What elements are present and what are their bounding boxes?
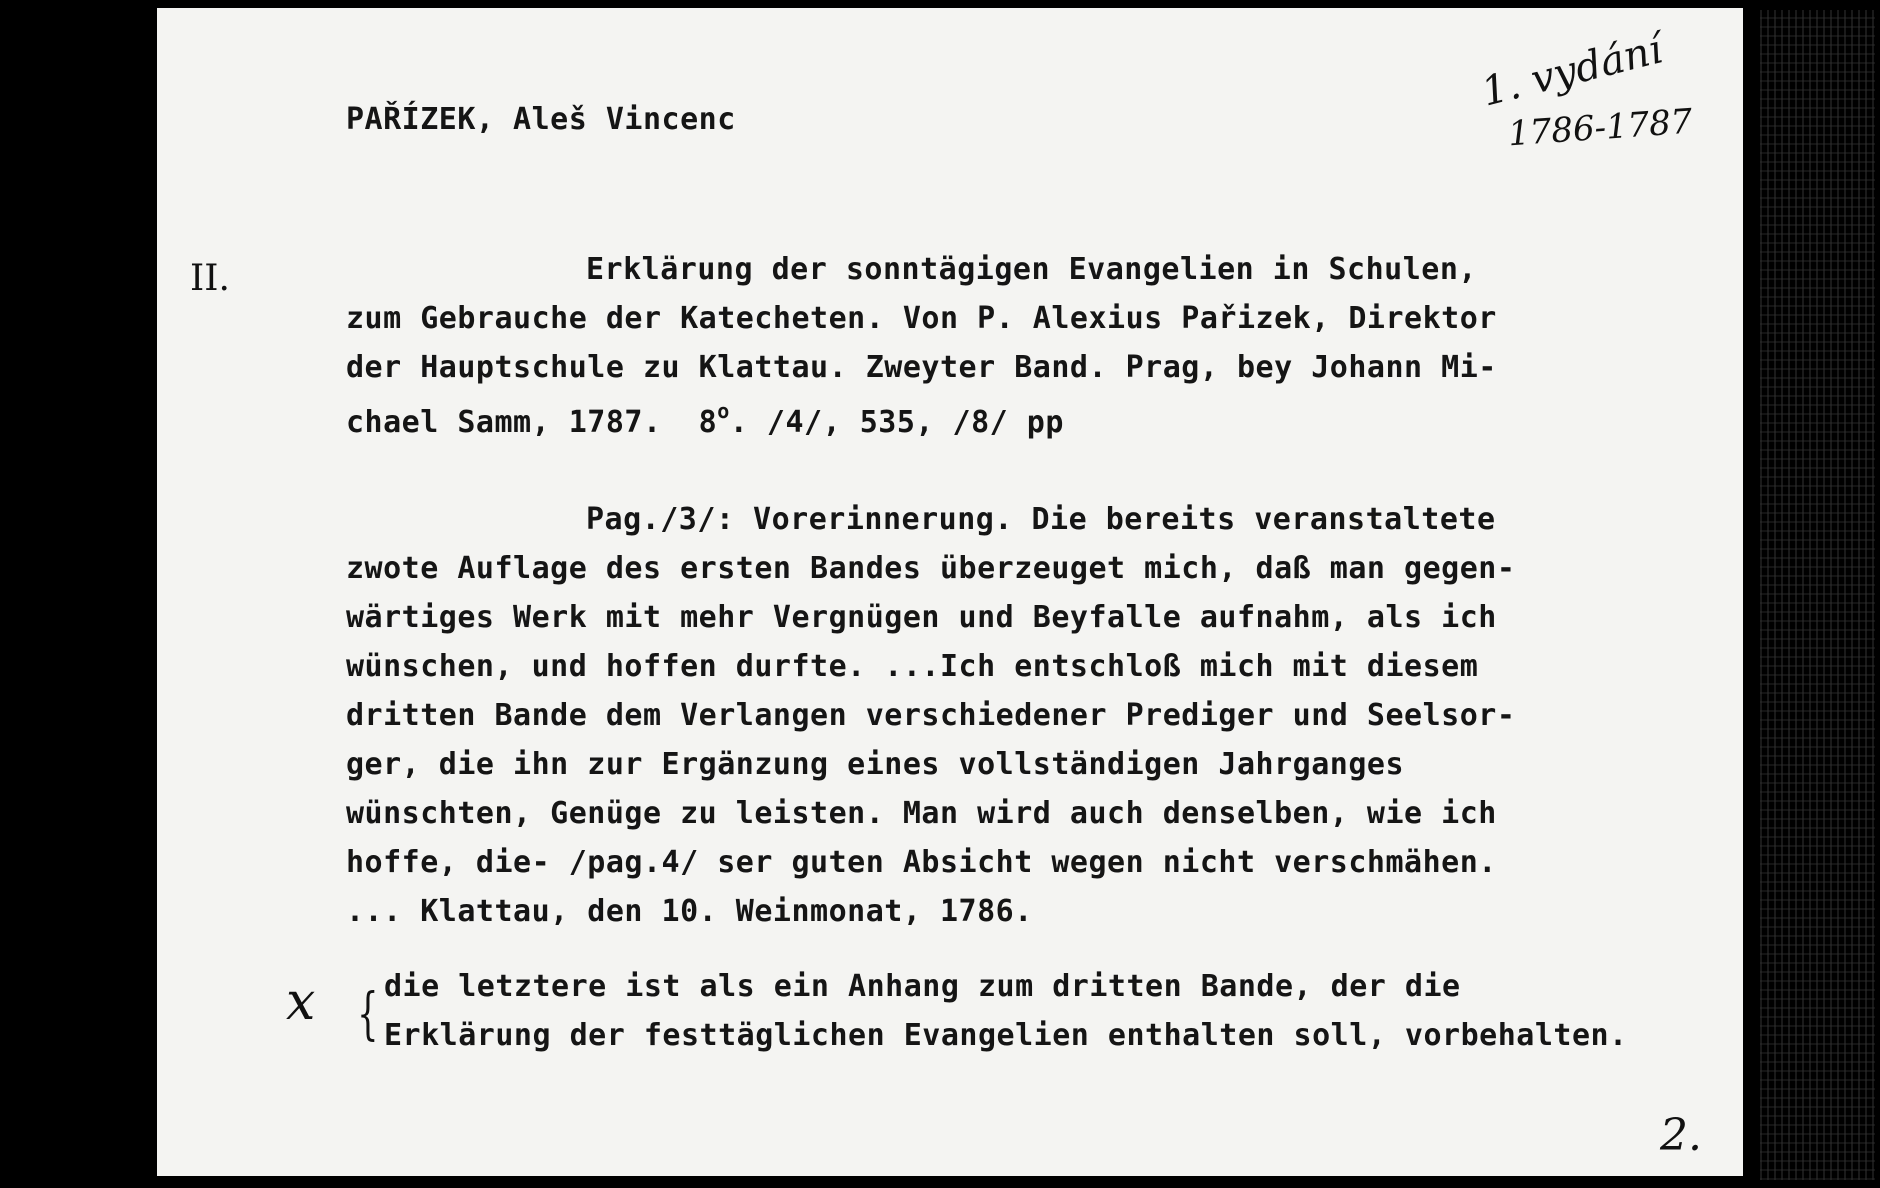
citation-line-4-main: chael Samm, 1787. 8 [346, 405, 718, 440]
footnote-brace-icon: { [357, 982, 379, 1047]
handwritten-years-note: 1786-1787 [1506, 101, 1694, 155]
quote-line-4: wünschen, und hoffen durfte. ...Ich entschloß mich mit diesem [346, 649, 1479, 684]
quote-line-5: dritten Bande dem Verlangen verschiedener Prediger und Seelsor- [346, 698, 1516, 733]
page-number: 2. [1660, 1110, 1702, 1161]
footnote-line-2: Erklärung der festtäglichen Evangelien enthalten soll, vorbehalten. [384, 1018, 1628, 1053]
handwritten-edition-note: 1. vydání [1477, 26, 1667, 116]
format-superscript: o [717, 399, 730, 423]
author-heading: PAŘÍZEK, Aleš Vincenc [346, 102, 736, 137]
citation-line-2: zum Gebrauche der Katecheten. Von P. Alexius Pařizek, Direktor [346, 301, 1497, 336]
citation-line-4 [346, 399, 1064, 440]
footnote-line-1: die letztere ist als ein Anhang zum dritten Bande, der die [384, 969, 1461, 1004]
citation-line-4-rest: . /4/, 535, /8/ pp [729, 405, 1064, 440]
quote-line-9: ... Klattau, den 10. Weinmonat, 1786. [346, 894, 1033, 929]
citation-line-3: der Hauptschule zu Klattau. Zweyter Band. Prag, bey Johann Mi- [346, 350, 1497, 385]
volume-mark: II. [190, 258, 230, 299]
footnote-mark: x [286, 972, 316, 1032]
quote-line-3: wärtiges Werk mit mehr Vergnügen und Beyfalle aufnahm, als ich [346, 600, 1497, 635]
quote-line-7: wünschten, Genüge zu leisten. Man wird auch denselben, wie ich [346, 796, 1497, 831]
quote-line-1: Pag./3/: Vorerinnerung. Die bereits veranstaltete [586, 502, 1496, 537]
quote-line-2: zwote Auflage des ersten Bandes überzeuget mich, daß man gegen- [346, 551, 1516, 586]
citation-line-1: Erklärung der sonntägigen Evangelien in Schulen, [586, 252, 1477, 287]
scan-edge-noise [1760, 10, 1875, 1180]
quote-line-6: ger, die ihn zur Ergänzung eines vollständigen Jahrganges [346, 747, 1405, 782]
quote-line-8: hoffe, die- /pag.4/ ser guten Absicht wegen nicht verschmähen. [346, 845, 1497, 880]
